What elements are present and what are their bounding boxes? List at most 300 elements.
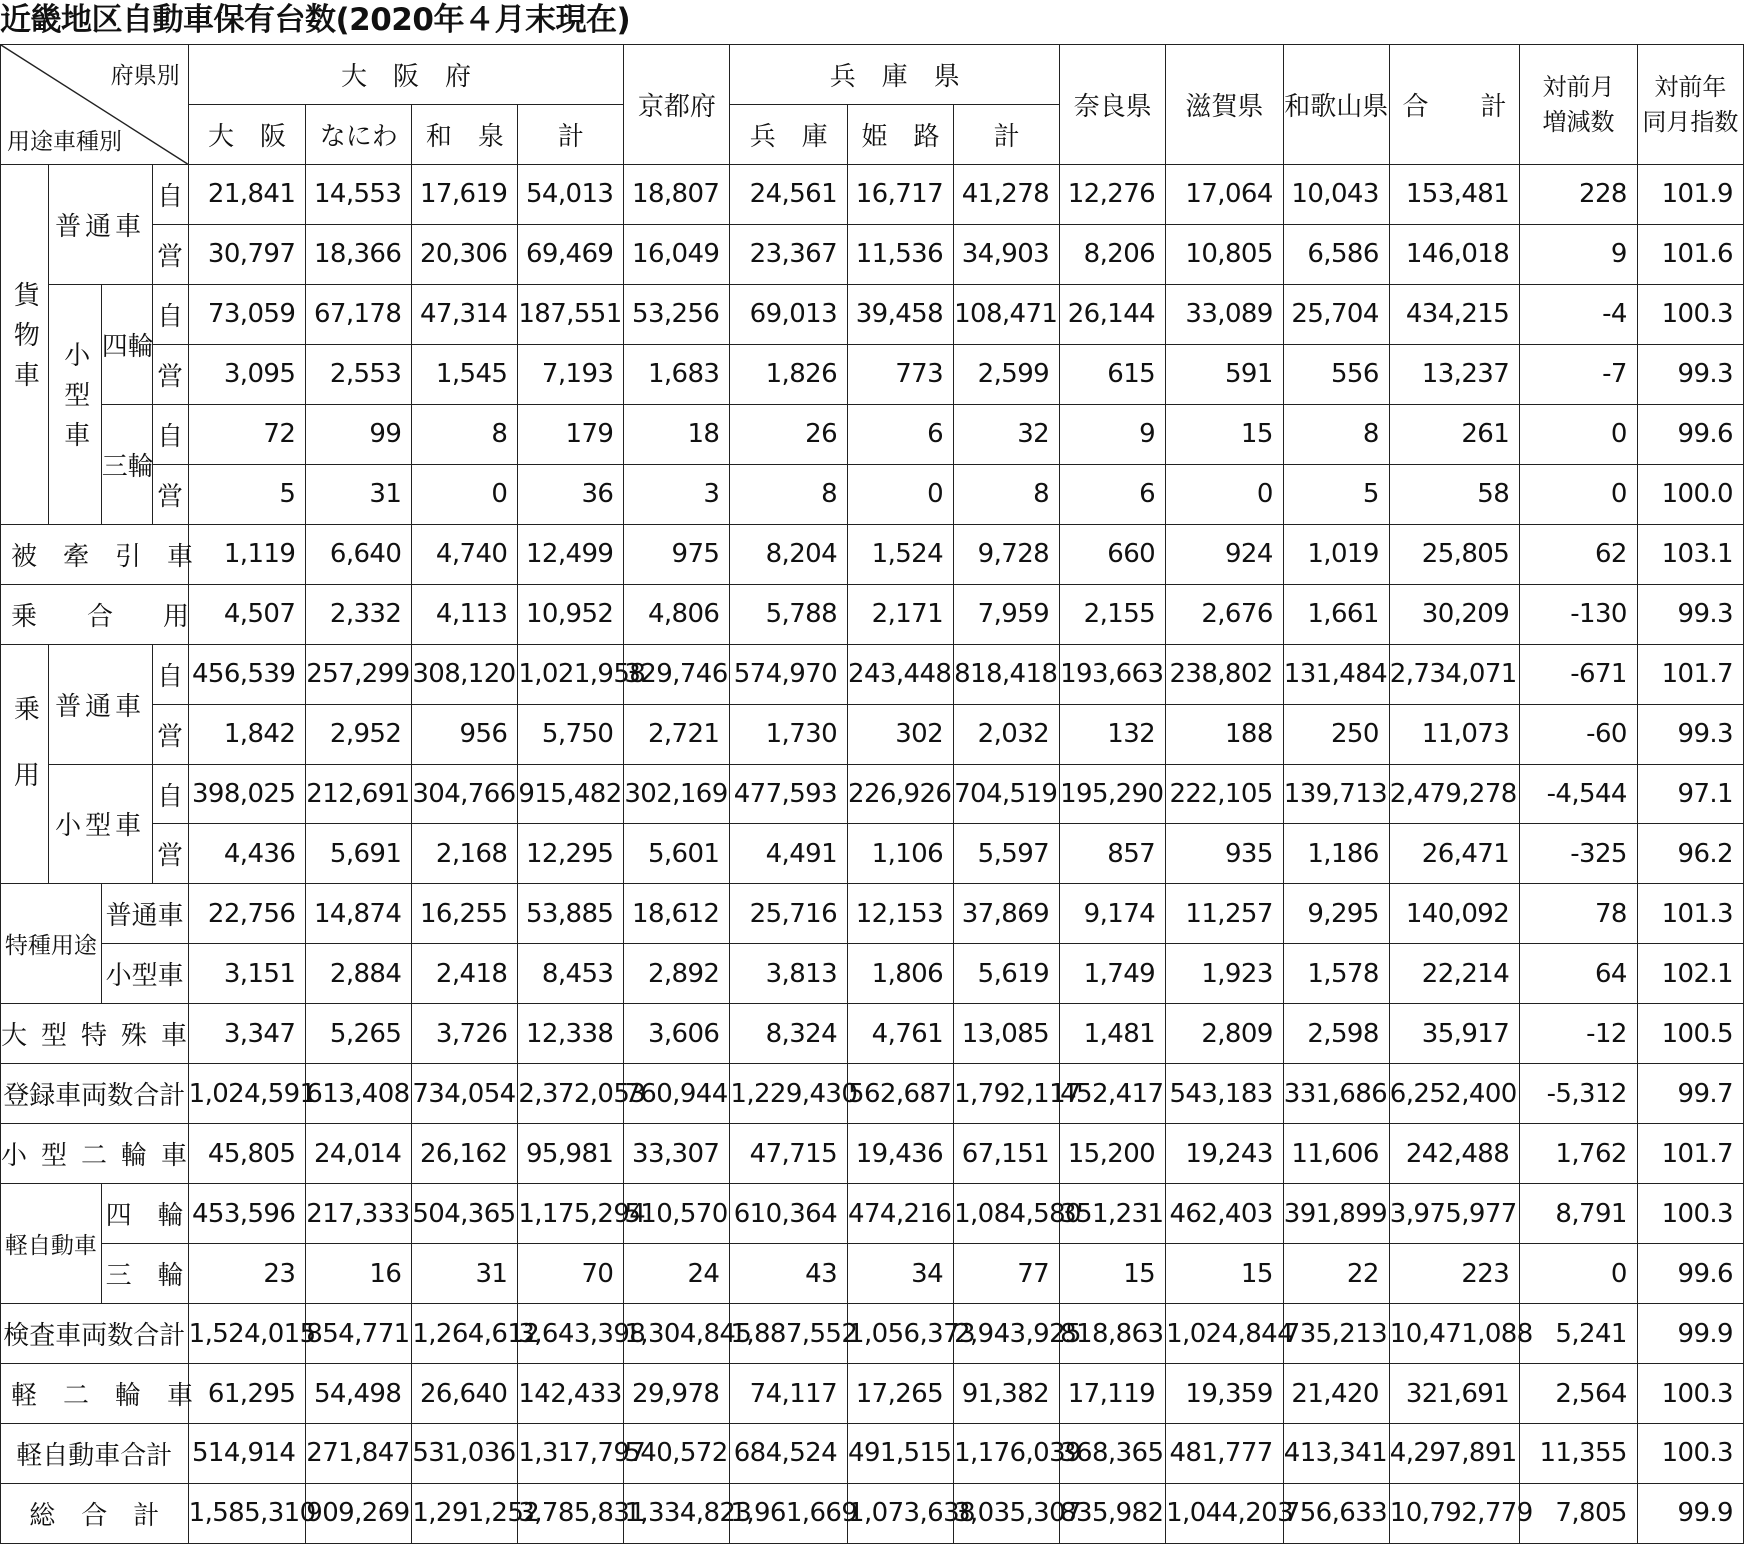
cell-nara: 132 xyxy=(1060,704,1166,764)
cell-hyogo-kei: 1,176,039 xyxy=(954,1424,1060,1484)
header-osaka: 大 阪 xyxy=(188,105,306,165)
label-ei: 営 xyxy=(152,224,188,284)
cell-prev-month: 11,355 xyxy=(1520,1424,1638,1484)
cell-wakayama: 1,019 xyxy=(1283,524,1389,584)
cell-shiga: 462,403 xyxy=(1166,1184,1284,1244)
cell-prev-month: 0 xyxy=(1520,404,1638,464)
cell-osaka: 3,151 xyxy=(188,944,306,1004)
cell-osaka-kei: 179 xyxy=(518,404,624,464)
cell-himeji: 11,536 xyxy=(848,224,954,284)
cell-himeji: 6 xyxy=(848,404,954,464)
cell-gokei: 22,214 xyxy=(1389,944,1519,1004)
header-himeji: 姫 路 xyxy=(848,105,954,165)
cell-izumi: 1,545 xyxy=(412,344,518,404)
cell-izumi: 956 xyxy=(412,704,518,764)
cell-wakayama: 1,186 xyxy=(1283,824,1389,884)
table-row xyxy=(1,584,1744,644)
cell-gokei: 4,297,891 xyxy=(1389,1424,1519,1484)
cell-prev-month: 228 xyxy=(1520,165,1638,225)
label-ei: 営 xyxy=(152,464,188,524)
cell-nara: 368,365 xyxy=(1060,1424,1166,1484)
table-corner-header xyxy=(1,45,189,165)
cell-hyogo: 8,204 xyxy=(730,524,848,584)
cell-prev-year: 101.9 xyxy=(1637,165,1743,225)
cell-hyogo: 1,887,552 xyxy=(730,1304,848,1364)
cell-himeji: 19,436 xyxy=(848,1124,954,1184)
cell-izumi: 2,418 xyxy=(412,944,518,1004)
cell-himeji: 1,073,638 xyxy=(848,1483,954,1543)
cell-hyogo-kei: 77 xyxy=(954,1244,1060,1304)
header-prev-month-line1: 対前月 xyxy=(1542,72,1615,101)
cell-prev-month: -7 xyxy=(1520,344,1638,404)
label-ji: 自 xyxy=(152,644,188,704)
cell-prev-month: -671 xyxy=(1520,644,1638,704)
cell-shiga: 543,183 xyxy=(1166,1064,1284,1124)
cell-hyogo-kei: 67,151 xyxy=(954,1124,1060,1184)
cell-prev-year: 97.1 xyxy=(1637,764,1743,824)
cell-nara: 452,417 xyxy=(1060,1064,1166,1124)
cell-hyogo: 574,970 xyxy=(730,644,848,704)
label-so-gokei: 総 合 計 xyxy=(1,1483,189,1543)
table-row xyxy=(1,644,1744,704)
cell-shiga: 2,809 xyxy=(1166,1004,1284,1064)
cell-osaka-kei: 5,750 xyxy=(518,704,624,764)
cell-osaka: 514,914 xyxy=(188,1424,306,1484)
cell-osaka-kei: 2,372,053 xyxy=(518,1064,624,1124)
cell-wakayama: 11,606 xyxy=(1283,1124,1389,1184)
cell-naniwa: 24,014 xyxy=(306,1124,412,1184)
cell-hyogo-kei: 818,418 xyxy=(954,644,1060,704)
cell-osaka: 30,797 xyxy=(188,224,306,284)
cell-hyogo: 43 xyxy=(730,1244,848,1304)
cell-osaka: 22,756 xyxy=(188,884,306,944)
cell-kyoto: 16,049 xyxy=(624,224,730,284)
cell-wakayama: 331,686 xyxy=(1283,1064,1389,1124)
cell-gokei: 140,092 xyxy=(1389,884,1519,944)
cell-gokei: 242,488 xyxy=(1389,1124,1519,1184)
cell-hyogo-kei: 2,032 xyxy=(954,704,1060,764)
cell-shiga: 1,044,203 xyxy=(1166,1483,1284,1543)
cell-himeji: 16,717 xyxy=(848,165,954,225)
cell-naniwa: 18,366 xyxy=(306,224,412,284)
cell-hyogo-kei: 8 xyxy=(954,464,1060,524)
table-row xyxy=(1,1064,1744,1124)
cell-nara: 17,119 xyxy=(1060,1364,1166,1424)
cell-izumi: 31 xyxy=(412,1244,518,1304)
table-row xyxy=(1,224,1744,284)
cell-izumi: 531,036 xyxy=(412,1424,518,1484)
cell-osaka: 4,436 xyxy=(188,824,306,884)
cell-gokei: 10,471,088 xyxy=(1389,1304,1519,1364)
cell-naniwa: 6,640 xyxy=(306,524,412,584)
cell-kyoto: 975 xyxy=(624,524,730,584)
table-row xyxy=(1,884,1744,944)
cell-kyoto: 510,570 xyxy=(624,1184,730,1244)
cell-izumi: 0 xyxy=(412,464,518,524)
cell-izumi: 8 xyxy=(412,404,518,464)
header-prev-month-line2: 増減数 xyxy=(1542,107,1615,136)
cell-hyogo-kei: 34,903 xyxy=(954,224,1060,284)
cell-shiga: 591 xyxy=(1166,344,1284,404)
header-nara-ken: 奈良県 xyxy=(1060,45,1166,165)
header-osaka-fu: 大 阪 府 xyxy=(188,45,624,105)
cell-kyoto: 1,683 xyxy=(624,344,730,404)
header-izumi: 和 泉 xyxy=(412,105,518,165)
cell-kyoto: 329,746 xyxy=(624,644,730,704)
label-noriai-text: 乗合用 xyxy=(11,601,240,632)
header-prev-year-index xyxy=(1637,45,1743,165)
cell-himeji: 1,524 xyxy=(848,524,954,584)
cell-nara: 26,144 xyxy=(1060,284,1166,344)
cell-himeji: 243,448 xyxy=(848,644,954,704)
cell-osaka-kei: 1,175,294 xyxy=(518,1184,624,1244)
corner-vehicle-type-label: 用途車種別 xyxy=(7,129,122,155)
cell-prev-year: 99.3 xyxy=(1637,584,1743,644)
cell-kyoto: 760,944 xyxy=(624,1064,730,1124)
cell-osaka-kei: 3,785,831 xyxy=(518,1483,624,1543)
cell-nara: 6 xyxy=(1060,464,1166,524)
cell-wakayama: 5 xyxy=(1283,464,1389,524)
cell-hyogo-kei: 13,085 xyxy=(954,1004,1060,1064)
cell-hyogo: 4,491 xyxy=(730,824,848,884)
cell-gokei: 2,479,278 xyxy=(1389,764,1519,824)
label-kei-yonrin: 四 輪 xyxy=(101,1184,188,1244)
cell-osaka-kei: 1,021,958 xyxy=(518,644,624,704)
cell-prev-month: -12 xyxy=(1520,1004,1638,1064)
cell-prev-month: 0 xyxy=(1520,464,1638,524)
cell-osaka-kei: 12,338 xyxy=(518,1004,624,1064)
cell-hyogo: 23,367 xyxy=(730,224,848,284)
cell-kyoto: 2,892 xyxy=(624,944,730,1004)
cell-nara: 615 xyxy=(1060,344,1166,404)
header-kyoto-fu: 京都府 xyxy=(624,45,730,165)
header-prev-year-line2: 同月指数 xyxy=(1642,107,1739,136)
cell-himeji: 17,265 xyxy=(848,1364,954,1424)
cell-osaka: 1,585,310 xyxy=(188,1483,306,1543)
cell-prev-year: 96.2 xyxy=(1637,824,1743,884)
cell-shiga: 17,064 xyxy=(1166,165,1284,225)
cell-kyoto: 4,806 xyxy=(624,584,730,644)
cell-gokei: 223 xyxy=(1389,1244,1519,1304)
cell-himeji: 2,171 xyxy=(848,584,954,644)
label-ei: 営 xyxy=(152,344,188,404)
cell-wakayama: 9,295 xyxy=(1283,884,1389,944)
table-row xyxy=(1,1304,1744,1364)
cell-himeji: 4,761 xyxy=(848,1004,954,1064)
cell-wakayama: 250 xyxy=(1283,704,1389,764)
cell-nara: 351,231 xyxy=(1060,1184,1166,1244)
cell-prev-year: 99.3 xyxy=(1637,704,1743,764)
cell-gokei: 30,209 xyxy=(1389,584,1519,644)
cell-shiga: 481,777 xyxy=(1166,1424,1284,1484)
cell-prev-month: 1,762 xyxy=(1520,1124,1638,1184)
cell-wakayama: 22 xyxy=(1283,1244,1389,1304)
cell-naniwa: 2,884 xyxy=(306,944,412,1004)
vehicle-count-table xyxy=(0,44,1744,1544)
cell-prev-month: 8,791 xyxy=(1520,1184,1638,1244)
cell-gokei: 35,917 xyxy=(1389,1004,1519,1064)
cell-prev-month: -4 xyxy=(1520,284,1638,344)
cell-prev-year: 99.6 xyxy=(1637,404,1743,464)
table-row xyxy=(1,464,1744,524)
cell-osaka-kei: 1,317,797 xyxy=(518,1424,624,1484)
cell-wakayama: 413,341 xyxy=(1283,1424,1389,1484)
cell-naniwa: 54,498 xyxy=(306,1364,412,1424)
cell-kyoto: 540,572 xyxy=(624,1424,730,1484)
label-kei-nirin-text: 軽二輪車 xyxy=(11,1381,220,1412)
cell-shiga: 222,105 xyxy=(1166,764,1284,824)
label-kei-nirin xyxy=(1,1364,220,1424)
header-naniwa: なにわ xyxy=(306,105,412,165)
cell-izumi: 26,162 xyxy=(412,1124,518,1184)
cell-hyogo-kei: 91,382 xyxy=(954,1364,1060,1424)
cell-gokei: 26,471 xyxy=(1389,824,1519,884)
cell-naniwa: 5,691 xyxy=(306,824,412,884)
cell-prev-year: 101.7 xyxy=(1637,1124,1743,1184)
cell-gokei: 261 xyxy=(1389,404,1519,464)
cell-kyoto: 18,807 xyxy=(624,165,730,225)
table-row xyxy=(1,284,1744,344)
table-row xyxy=(1,764,1744,824)
cell-naniwa: 14,553 xyxy=(306,165,412,225)
cell-nara: 1,481 xyxy=(1060,1004,1166,1064)
cell-nara: 857 xyxy=(1060,824,1166,884)
table-row xyxy=(1,1244,1744,1304)
cell-izumi: 47,314 xyxy=(412,284,518,344)
cell-hyogo: 74,117 xyxy=(730,1364,848,1424)
label-cargo-kogata xyxy=(48,284,101,524)
cell-hyogo-kei: 9,728 xyxy=(954,524,1060,584)
cell-naniwa: 67,178 xyxy=(306,284,412,344)
cell-naniwa: 212,691 xyxy=(306,764,412,824)
cell-osaka-kei: 36 xyxy=(518,464,624,524)
cell-nara: 8,206 xyxy=(1060,224,1166,284)
cell-osaka: 3,095 xyxy=(188,344,306,404)
cell-himeji: 12,153 xyxy=(848,884,954,944)
label-ogata-tokushu xyxy=(1,1004,202,1064)
cell-prev-month: -4,544 xyxy=(1520,764,1638,824)
cell-gokei: 153,481 xyxy=(1389,165,1519,225)
table-row xyxy=(1,524,1744,584)
cell-gokei: 13,237 xyxy=(1389,344,1519,404)
cell-wakayama: 1,578 xyxy=(1283,944,1389,1004)
header-prev-year-line1: 対前年 xyxy=(1654,72,1727,101)
cell-nara: 9,174 xyxy=(1060,884,1166,944)
cell-osaka: 5 xyxy=(188,464,306,524)
cell-prev-year: 99.7 xyxy=(1637,1064,1743,1124)
cell-himeji: 1,806 xyxy=(848,944,954,1004)
cell-himeji: 34 xyxy=(848,1244,954,1304)
cell-hyogo-kei: 5,597 xyxy=(954,824,1060,884)
cell-osaka-kei: 187,551 xyxy=(518,284,624,344)
cell-naniwa: 16 xyxy=(306,1244,412,1304)
cell-nara: 9 xyxy=(1060,404,1166,464)
cell-himeji: 302 xyxy=(848,704,954,764)
cell-izumi: 4,113 xyxy=(412,584,518,644)
cell-osaka: 453,596 xyxy=(188,1184,306,1244)
cell-izumi: 1,264,612 xyxy=(412,1304,518,1364)
label-ji: 自 xyxy=(152,284,188,344)
cell-osaka: 3,347 xyxy=(188,1004,306,1064)
label-kei-sanrin: 三 輪 xyxy=(101,1244,188,1304)
cell-prev-year: 99.6 xyxy=(1637,1244,1743,1304)
cell-izumi: 4,740 xyxy=(412,524,518,584)
cell-osaka-kei: 142,433 xyxy=(518,1364,624,1424)
cell-osaka-kei: 8,453 xyxy=(518,944,624,1004)
cell-kyoto: 29,978 xyxy=(624,1364,730,1424)
cell-osaka: 4,507 xyxy=(188,584,306,644)
cell-hyogo-kei: 3,035,307 xyxy=(954,1483,1060,1543)
page-title: 近畿地区自動車保有台数(2020年４月末現在) xyxy=(0,2,631,38)
cell-shiga: 238,802 xyxy=(1166,644,1284,704)
cell-nara: 12,276 xyxy=(1060,165,1166,225)
cell-naniwa: 217,333 xyxy=(306,1184,412,1244)
cell-shiga: 1,024,844 xyxy=(1166,1304,1284,1364)
label-kogata-nirin-text: 小型二輪車 xyxy=(1,1141,202,1172)
label-cargo-yonrin: 四輪 xyxy=(101,284,152,404)
cell-naniwa: 2,553 xyxy=(306,344,412,404)
cell-izumi: 20,306 xyxy=(412,224,518,284)
cell-osaka-kei: 95,981 xyxy=(518,1124,624,1184)
cell-osaka: 1,842 xyxy=(188,704,306,764)
cell-gokei: 25,805 xyxy=(1389,524,1519,584)
cell-shiga: 935 xyxy=(1166,824,1284,884)
label-ji: 自 xyxy=(152,404,188,464)
cell-gokei: 434,215 xyxy=(1389,284,1519,344)
label-cargo-sanrin: 三輪 xyxy=(101,404,152,524)
cell-wakayama: 2,598 xyxy=(1283,1004,1389,1064)
cell-prev-month: 64 xyxy=(1520,944,1638,1004)
cell-prev-month: 9 xyxy=(1520,224,1638,284)
cell-hyogo-kei: 32 xyxy=(954,404,1060,464)
cell-osaka: 45,805 xyxy=(188,1124,306,1184)
cell-prev-year: 100.5 xyxy=(1637,1004,1743,1064)
cell-hyogo: 3,813 xyxy=(730,944,848,1004)
cell-hyogo-kei: 1,792,117 xyxy=(954,1064,1060,1124)
cell-prev-month: -5,312 xyxy=(1520,1064,1638,1124)
cell-prev-year: 100.3 xyxy=(1637,1424,1743,1484)
cell-naniwa: 14,874 xyxy=(306,884,412,944)
cell-wakayama: 391,899 xyxy=(1283,1184,1389,1244)
table-row xyxy=(1,1483,1744,1543)
table-row xyxy=(1,404,1744,464)
cell-wakayama: 756,633 xyxy=(1283,1483,1389,1543)
cell-nara: 1,749 xyxy=(1060,944,1166,1004)
label-joyo xyxy=(1,644,49,884)
cell-gokei: 11,073 xyxy=(1389,704,1519,764)
header-prev-month-change xyxy=(1520,45,1638,165)
cell-prev-year: 101.6 xyxy=(1637,224,1743,284)
cell-naniwa: 909,269 xyxy=(306,1483,412,1543)
cell-hyogo-kei: 1,084,580 xyxy=(954,1184,1060,1244)
label-cargo-futsu-text: 普通車 xyxy=(55,211,146,242)
cell-shiga: 33,089 xyxy=(1166,284,1284,344)
cell-hyogo-kei: 704,519 xyxy=(954,764,1060,824)
cell-himeji: 1,106 xyxy=(848,824,954,884)
label-noriai xyxy=(1,584,240,644)
cell-osaka: 1,524,015 xyxy=(188,1304,306,1364)
cell-nara: 195,290 xyxy=(1060,764,1166,824)
cell-gokei: 3,975,977 xyxy=(1389,1184,1519,1244)
label-ei: 営 xyxy=(152,704,188,764)
cell-hyogo-kei: 41,278 xyxy=(954,165,1060,225)
cell-hyogo-kei: 2,599 xyxy=(954,344,1060,404)
cell-izumi: 17,619 xyxy=(412,165,518,225)
cell-himeji: 562,687 xyxy=(848,1064,954,1124)
cell-naniwa: 5,265 xyxy=(306,1004,412,1064)
table-row xyxy=(1,704,1744,764)
cell-kyoto: 18 xyxy=(624,404,730,464)
cell-osaka-kei: 70 xyxy=(518,1244,624,1304)
header-hyogo: 兵 庫 xyxy=(730,105,848,165)
cell-naniwa: 271,847 xyxy=(306,1424,412,1484)
cell-hyogo: 610,364 xyxy=(730,1184,848,1244)
cell-osaka: 73,059 xyxy=(188,284,306,344)
cell-prev-year: 99.3 xyxy=(1637,344,1743,404)
label-hiken-text: 被牽引車 xyxy=(11,541,220,572)
label-cargo-kogata-text: 小型車 xyxy=(59,341,90,462)
cell-osaka: 1,024,591 xyxy=(188,1064,306,1124)
cell-naniwa: 257,299 xyxy=(306,644,412,704)
cell-himeji: 491,515 xyxy=(848,1424,954,1484)
cell-osaka: 61,295 xyxy=(188,1364,306,1424)
cell-prev-month: 5,241 xyxy=(1520,1304,1638,1364)
cell-izumi: 1,291,252 xyxy=(412,1483,518,1543)
cell-himeji: 773 xyxy=(848,344,954,404)
cell-prev-month: -60 xyxy=(1520,704,1638,764)
cell-osaka-kei: 3,643,398 xyxy=(518,1304,624,1364)
cell-osaka: 398,025 xyxy=(188,764,306,824)
label-ei: 営 xyxy=(152,824,188,884)
cell-izumi: 26,640 xyxy=(412,1364,518,1424)
cell-prev-year: 100.3 xyxy=(1637,1364,1743,1424)
cell-kyoto: 2,721 xyxy=(624,704,730,764)
cell-hyogo-kei: 37,869 xyxy=(954,884,1060,944)
cell-hyogo: 477,593 xyxy=(730,764,848,824)
cell-gokei: 58 xyxy=(1389,464,1519,524)
cell-hyogo: 5,788 xyxy=(730,584,848,644)
cell-prev-month: -130 xyxy=(1520,584,1638,644)
cell-osaka-kei: 915,482 xyxy=(518,764,624,824)
header-shiga-ken: 滋賀県 xyxy=(1166,45,1284,165)
label-kei-total: 軽自動車合計 xyxy=(1,1424,189,1484)
cell-shiga: 19,243 xyxy=(1166,1124,1284,1184)
cell-osaka-kei: 10,952 xyxy=(518,584,624,644)
table-row xyxy=(1,1184,1744,1244)
cell-naniwa: 613,408 xyxy=(306,1064,412,1124)
cell-hyogo: 1,961,669 xyxy=(730,1483,848,1543)
label-kensa-total: 検査車両数合計 xyxy=(1,1304,189,1364)
table-row xyxy=(1,165,1744,225)
cell-gokei: 6,252,400 xyxy=(1389,1064,1519,1124)
label-joyo-kogata xyxy=(48,764,152,884)
cell-nara: 660 xyxy=(1060,524,1166,584)
cell-izumi: 2,168 xyxy=(412,824,518,884)
cell-kyoto: 3,606 xyxy=(624,1004,730,1064)
cell-osaka: 21,841 xyxy=(188,165,306,225)
cell-prev-year: 101.7 xyxy=(1637,644,1743,704)
cell-hyogo-kei: 2,943,925 xyxy=(954,1304,1060,1364)
cell-shiga: 1,923 xyxy=(1166,944,1284,1004)
header-hyogo-ken: 兵 庫 県 xyxy=(730,45,1060,105)
label-tokushu: 特種用途 xyxy=(1,884,102,1004)
label-cargo-futsu xyxy=(48,165,152,285)
cell-hyogo: 1,229,430 xyxy=(730,1064,848,1124)
cell-osaka-kei: 12,295 xyxy=(518,824,624,884)
header-gokei: 合 計 xyxy=(1389,45,1519,165)
cell-hyogo-kei: 108,471 xyxy=(954,284,1060,344)
cell-hyogo: 1,730 xyxy=(730,704,848,764)
